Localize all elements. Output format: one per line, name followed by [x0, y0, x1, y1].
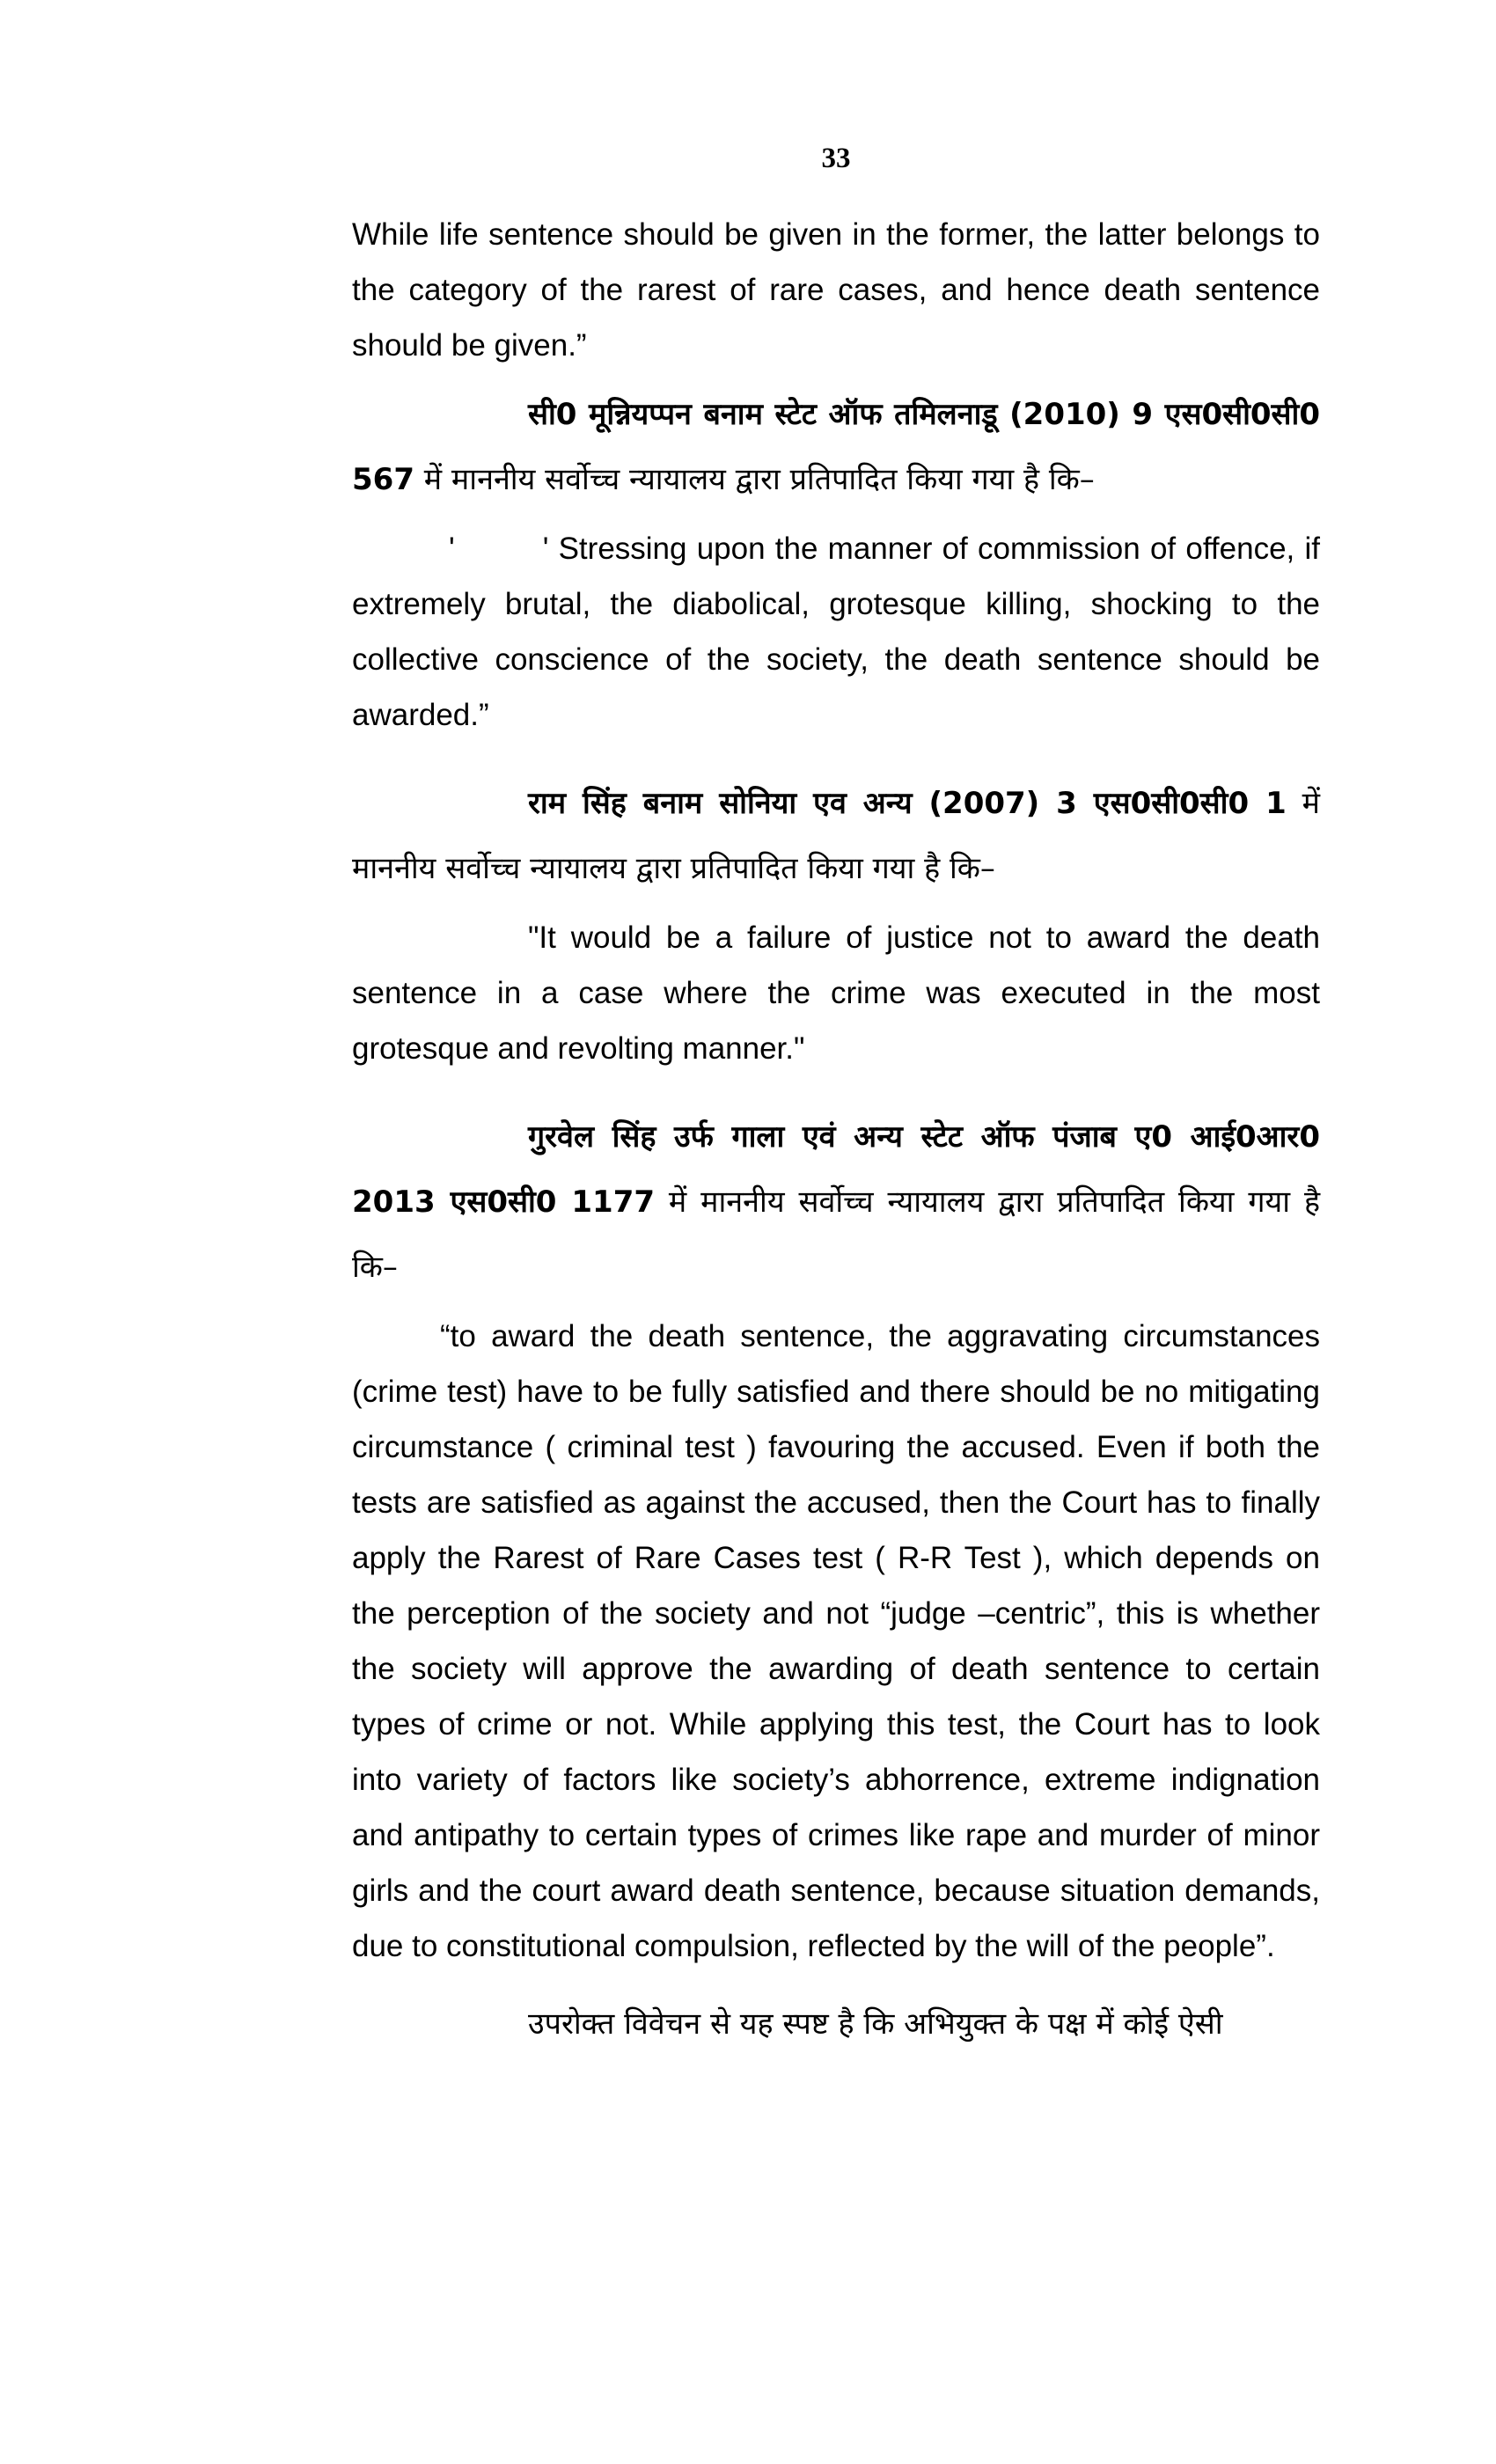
case-muniappan	[352, 382, 1320, 512]
case-muniappan-text: में माननीय सर्वोच्च न्यायालय द्वारा प्रतिपादित किया गया है कि–	[414, 462, 1095, 497]
case-muniappan-citation: सी0 मून्नियप्पन बनाम स्टेट ऑफ तमिलनाडू (2010) 9 एस0सी0सी0 567	[352, 397, 1320, 497]
page-number: 33	[821, 143, 851, 174]
quote-muniappan	[352, 521, 1320, 743]
case-ram-singh	[352, 771, 1320, 901]
document-page	[352, 132, 1320, 2057]
case-ram-singh-text: में माननीय सर्वोच्च न्यायालय द्वारा प्रतिपादित किया गया है कि–	[352, 786, 1321, 886]
quote-muniappan-lead: '	[449, 532, 455, 566]
quote-gurvel-singh: “to award the death sentence, the aggravating circumstances (crime test) have to be fully satisfied and there should be no mitigating circumstance ( criminal test ) favouring the accused. Even if both the tests are satisfied as against the accused, then the Court has to finally apply the Rarest of Rare Cases test ( R-R Test ), which depends on the perception of the society and not “judge –centric”, this is whether the society will approve the awarding of death sentence to certain types of crime or not. While applying this test, the Court has to look into variety of factors like society’s abhorrence, extreme indignation and antipathy to certain types of crimes like rape and murder of minor girls and the court award death sentence, because situation demands, due to constitutional compulsion, reflected by the will of the people”.	[352, 1319, 1320, 1963]
quote-ram-singh: "It would be a failure of justice not to award the death sentence in a case where the crime was executed in the most grotesque and revolting manner."	[352, 920, 1320, 1066]
paragraph-life-sentence: While life sentence should be given in the former, the latter belongs to the category of the rarest of rare cases, and hence death sentence should be given.”	[352, 217, 1320, 363]
case-gurvel-singh-citation: गुरवेल सिंह उर्फ गाला एवं अन्य स्टेट ऑफ पंजाब ए0 आई0आर0 2013 एस0सी0 1177	[352, 1119, 1320, 1220]
quote-muniappan-text: ' Stressing upon the manner of commission of offence, if extremely brutal, the diabolical, grotesque killing, shocking to the collective conscience of the society, the death sentence should be awarded.”	[352, 532, 1320, 732]
case-gurvel-singh-text: में माननीय सर्वोच्च न्यायालय द्वारा प्रतिपादित किया गया है कि–	[352, 1184, 1320, 1285]
closing-paragraph: उपरोक्त विवेचन से यह स्पष्ट है कि अभियुक्त के पक्ष में कोई ऐसी	[528, 2006, 1223, 2042]
case-gurvel-singh	[352, 1104, 1320, 1300]
case-ram-singh-citation: राम सिंह बनाम सोनिया एव अन्य (2007) 3 एस0सी0सी0 1	[528, 786, 1287, 821]
